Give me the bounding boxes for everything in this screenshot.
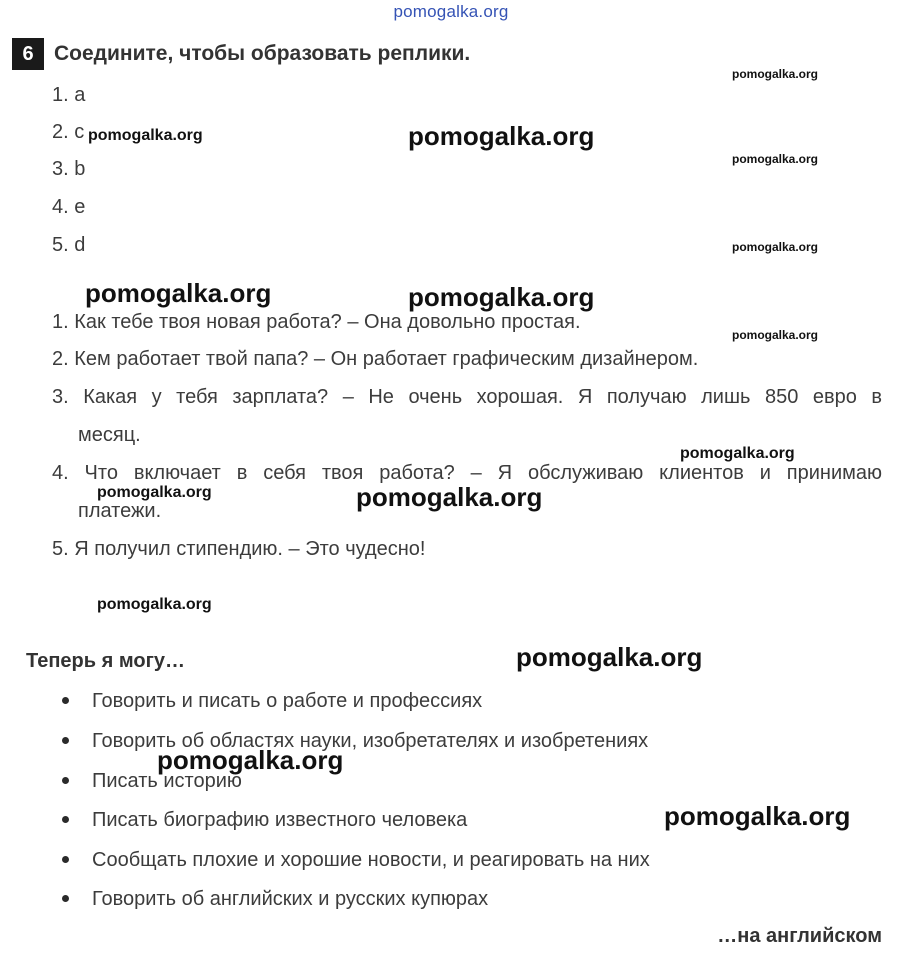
can-do-item-label: Говорить об английских и русских купюрах [92, 888, 489, 910]
answer-item: 1. a [52, 84, 86, 106]
can-do-item [92, 690, 482, 713]
can-do-item-label: Писать биографию известного человека [92, 809, 468, 831]
watermark: pomogalka.org [516, 642, 703, 672]
answer-item: 5. d [52, 234, 86, 256]
can-do-item [92, 888, 488, 911]
header-watermark: pomogalka.org [393, 2, 509, 21]
can-do-item-label: Писать историю [92, 770, 242, 792]
dialogue-line: 3. Какая у тебя зарплата? – Не очень хорошая. Я получаю лишь 850 евро в [52, 386, 882, 408]
dialogue-line-continuation: платежи. [78, 500, 162, 522]
watermark: pomogalka.org [680, 445, 795, 462]
watermark: pomogalka.org [664, 801, 851, 831]
watermark: pomogalka.org [732, 152, 819, 166]
bullet-icon [62, 697, 69, 704]
watermark: pomogalka.org [732, 240, 819, 254]
can-do-item-label: Говорить об областях науки, изобретателях и изобретениях [92, 730, 649, 752]
dialogue-line: 5. Я получил стипендию. – Это чудесно! [52, 538, 426, 560]
dialogue-line: 2. Кем работает твой папа? – Он работает графическим дизайнером. [52, 348, 699, 370]
can-do-item [92, 849, 650, 872]
bullet-icon [62, 895, 69, 902]
watermark: pomogalka.org [97, 484, 212, 501]
footer-text: …на английском [717, 925, 882, 947]
watermark: pomogalka.org [356, 482, 543, 512]
watermark: pomogalka.org [97, 596, 212, 613]
can-do-title: Теперь я могу… [26, 650, 186, 672]
bullet-icon [62, 856, 69, 863]
can-do-item [92, 809, 467, 832]
bullet-icon [62, 777, 69, 784]
exercise-number-badge: 6 [12, 38, 44, 70]
watermark: pomogalka.org [88, 127, 203, 144]
dialogue-line: 4. Что включает в себя твоя работа? – Я обслуживаю клиентов и принимаю [52, 462, 882, 484]
watermark: pomogalka.org [408, 282, 595, 312]
watermark: pomogalka.org [732, 328, 819, 342]
answer-item: 4. e [52, 196, 86, 218]
watermark: pomogalka.org [157, 745, 344, 775]
watermark: pomogalka.org [85, 278, 272, 308]
exercise-title: Соедините, чтобы образовать реплики. [54, 42, 471, 65]
can-do-item-label: Говорить и писать о работе и профессиях [92, 690, 483, 712]
answer-item: 2. c [52, 121, 85, 143]
dialogue-line: 1. Как тебе твоя новая работа? – Она довольно простая. [52, 311, 581, 333]
bullet-icon [62, 737, 69, 744]
watermark: pomogalka.org [408, 121, 595, 151]
bullet-icon [62, 816, 69, 823]
watermark: pomogalka.org [732, 67, 819, 81]
answer-item: 3. b [52, 158, 86, 180]
can-do-item-label: Сообщать плохие и хорошие новости, и реагировать на них [92, 849, 650, 871]
dialogue-line-continuation: месяц. [78, 424, 141, 446]
